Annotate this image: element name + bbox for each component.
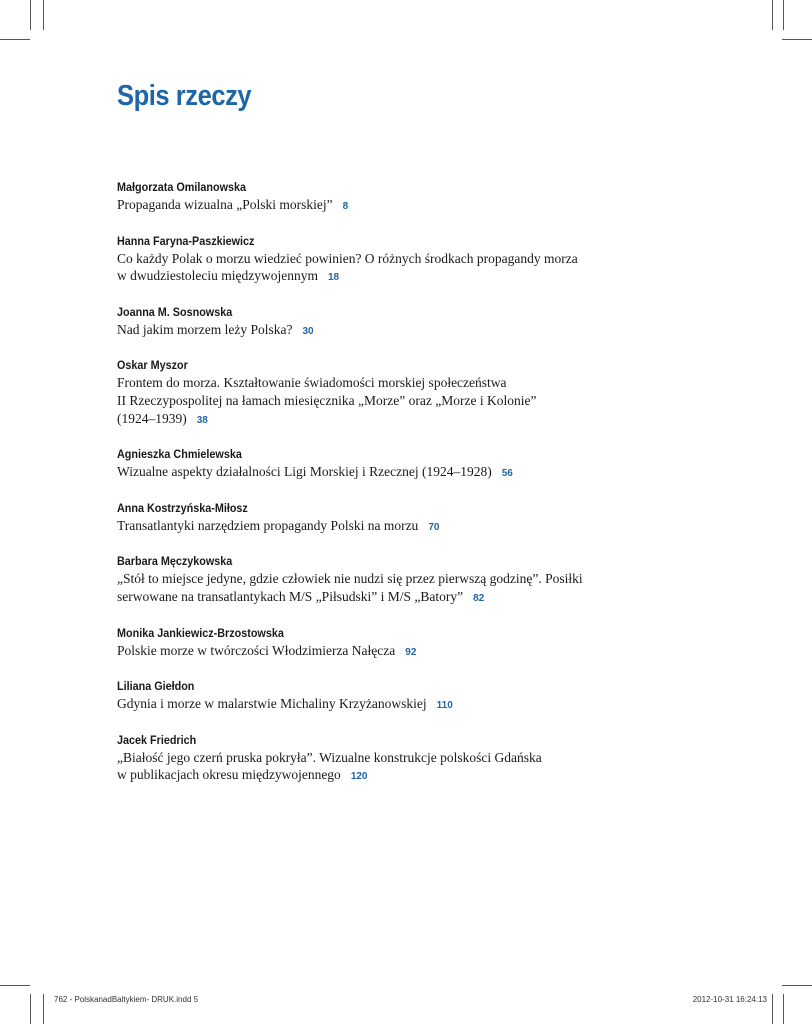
page-number: 56 <box>501 468 513 480</box>
crop-mark <box>43 994 44 1024</box>
timestamp-slug: 2012-10-31 16:24:13 <box>692 995 767 1004</box>
entry-author: Anna Kostrzyńska-Miłosz <box>117 500 248 515</box>
entry-author: Oskar Myszor <box>117 358 188 373</box>
crop-mark <box>0 985 30 986</box>
entry-author: Barbara Męczykowska <box>117 554 233 569</box>
entry-title-text: Polskie morze w twórczości Włodzimierza Nałęcza <box>117 642 396 658</box>
toc-entry <box>117 178 677 216</box>
crop-mark <box>783 0 784 30</box>
entry-title-text: Propaganda wizualna „Polski morskiej” <box>117 197 333 212</box>
entry-author: Hanna Faryna-Paszkiewicz <box>117 233 255 248</box>
entry-title-line <box>117 250 677 268</box>
entry-title-line <box>117 588 677 608</box>
toc-entry <box>117 499 677 537</box>
page-number: 18 <box>327 272 340 284</box>
entry-title-text: serwowane na transatlantykach M/S „Piłsudski” i M/S „Batory” <box>117 588 464 604</box>
entry-title-line <box>117 392 677 410</box>
file-slug: 762 - PolskanadBaltykiem- DRUK.indd 5 <box>54 995 199 1004</box>
entry-title-text: „Białość jego czerń pruska pokryła”. Wizualne konstrukcje polskości Gdańska <box>117 749 542 765</box>
entry-title <box>117 463 677 483</box>
entry-title-text: Gdynia i morze w malarstwie Michaliny Krzyżanowskiej <box>117 696 427 712</box>
entry-title <box>117 517 677 537</box>
entry-title-text: w publikacjach okresu międzywojennego <box>117 767 341 783</box>
crop-mark <box>0 39 30 40</box>
entry-title-line <box>117 374 677 392</box>
entry-title-text: Wizualne aspekty działalności Ligi Morskiej i Rzecznej (1924–1928) <box>117 464 492 480</box>
toc-entry <box>117 445 677 483</box>
entry-author: Agnieszka Chmielewska <box>117 447 242 462</box>
entry-title-line <box>117 517 677 537</box>
entry-title-line <box>117 196 677 216</box>
page-number: 110 <box>436 700 453 712</box>
entry-title-line <box>117 749 677 767</box>
toc-entry <box>117 303 677 341</box>
crop-mark <box>772 994 773 1024</box>
entry-title-text: w dwudziestoleciu międzywojennym <box>117 268 318 284</box>
entry-title <box>117 196 677 216</box>
toc-entry <box>117 552 677 607</box>
entry-title-text: Transatlantyki narzędziem propagandy Polski na morzu <box>117 517 419 533</box>
page-number: 82 <box>473 592 485 604</box>
entry-author: Monika Jankiewicz-Brzostowska <box>117 625 284 640</box>
crop-mark <box>772 0 773 30</box>
entry-title <box>117 374 677 429</box>
entry-title-text: „Stół to miejsce jedyne, gdzie człowiek nie nudzi się przez pierwszą godzinę”. Posiłki <box>117 571 583 587</box>
crop-mark <box>783 994 784 1024</box>
entry-title <box>117 749 677 786</box>
entry-title <box>117 570 677 607</box>
entry-author: Liliana Giełdon <box>117 679 195 694</box>
entry-title-line <box>117 642 677 662</box>
entry-title-text: Nad jakim morzem leży Polska? <box>117 321 293 337</box>
page-number: 120 <box>350 771 368 783</box>
entry-author: Joanna M. Sosnowska <box>117 304 233 319</box>
entry-title <box>117 695 677 715</box>
entry-author: Małgorzata Omilanowska <box>117 180 247 194</box>
crop-mark <box>30 994 31 1024</box>
page-number: 70 <box>428 521 440 533</box>
table-of-contents <box>117 178 677 802</box>
crop-mark <box>30 0 31 30</box>
toc-entry <box>117 624 677 662</box>
entry-title-line <box>117 695 677 715</box>
entry-author: Jacek Friedrich <box>117 732 197 747</box>
page-number: 30 <box>302 325 314 337</box>
entry-title <box>117 642 677 662</box>
entry-title-text: Co każdy Polak o morzu wiedzieć powinien? O różnych środkach propagandy morza <box>117 250 578 266</box>
toc-entry <box>117 356 677 429</box>
page-title: Spis rzeczy <box>117 80 252 112</box>
entry-title-line <box>117 463 677 483</box>
toc-entry <box>117 677 677 715</box>
crop-mark <box>782 985 812 986</box>
entry-title-line <box>117 267 677 287</box>
entry-title <box>117 321 677 341</box>
entry-title-line <box>117 410 677 430</box>
entry-title <box>117 250 677 287</box>
toc-entry <box>117 232 677 287</box>
page-number: 8 <box>342 201 349 212</box>
entry-title-text: II Rzeczypospolitej na łamach miesięcznika „Morze” oraz „Morze i Kolonie” <box>117 392 537 408</box>
entry-title-line <box>117 321 677 341</box>
crop-mark <box>43 0 44 30</box>
page-number: 38 <box>196 414 208 426</box>
page-number: 92 <box>405 646 417 658</box>
toc-entry <box>117 731 677 786</box>
entry-title-text: (1924–1939) <box>117 410 187 426</box>
crop-mark <box>782 39 812 40</box>
entry-title-line <box>117 766 677 786</box>
entry-title-line <box>117 570 677 588</box>
entry-title-text: Frontem do morza. Kształtowanie świadomości morskiej społeczeństwa <box>117 375 507 391</box>
